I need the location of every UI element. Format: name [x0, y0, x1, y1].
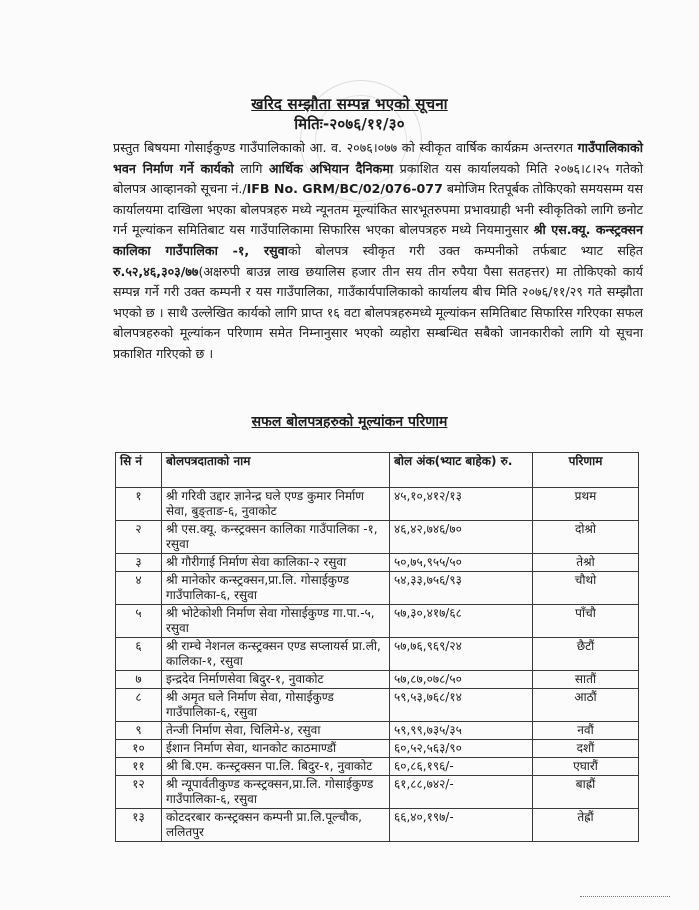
cell-serial: ७ [116, 671, 162, 689]
cell-bidder-name: श्री बि.एम. कन्स्ट्रक्सन पा.लि. बिदुर-१, नुवाकोट [162, 758, 390, 776]
cell-bidder-name: श्री न्यूपार्वतीकुण्ड कन्स्ट्रक्सन,प्रा.लि. गोसाईकुण्ड गाउँपालिका-६, रसुवा [162, 776, 390, 809]
table-row [116, 671, 639, 689]
body-text-3: प्रकाशित यस कार्यालयको मिति २०७६।८।२५ गतेको बोलपत्र आव्हानको सूचना नं./ [113, 160, 643, 197]
cell-result: छैटौं [533, 638, 639, 671]
cell-bid-amount: ४५,१०,४१२/१३ [390, 488, 533, 521]
body-bold-project: गाउँपालिकाको भवन निर्माण गर्ने कार्यको [113, 140, 643, 176]
cell-serial: २ [116, 521, 162, 554]
table-row [116, 758, 639, 776]
cell-bidder-name: श्री राम्चे नेशनल कन्स्ट्रक्सन एण्ड सप्लायर्स प्रा.ली, कालिका-१, रसुवा [162, 638, 390, 671]
notice-title: खरिद सम्झौता सम्पन्न भएको सूचना [251, 95, 448, 113]
cell-bidder-name: श्री गौरीगाई निर्माण सेवा कालिका-२ रसुवा [162, 554, 390, 572]
cell-result: पाँचौ [533, 605, 639, 638]
evaluation-table [115, 452, 639, 842]
cell-bid-amount: ५७,८७,०७८/५० [390, 671, 533, 689]
body-bold-ifb: IFB No. GRM/BC/02/076-077 [246, 181, 443, 197]
body-text-5: को बोलपत्र स्वीकृत गरी उक्त कम्पनीको तर्फबाट भ्याट सहित [287, 242, 643, 258]
cell-result: चौथो [533, 572, 639, 605]
header-serial: सि नं [116, 453, 162, 488]
body-text-4: बमोजिम रितपूर्बक तोकिएको समयसम्म यस कार्यालयमा दाखिला भएका बोलपत्रहरु मध्ये न्यूनतम मूल्यांकित सारभूतरुपमा प्रभावग्राही भनी स्वीकृतिको लागि छनोट गर्न मूल्यांकन समितिबाट यस गाउँपालिकामा सिफारिस भएका बोलपत्रहरु मध्ये नियमानुसार [113, 181, 643, 238]
cell-bidder-name: श्री गरिवी उद्दार ज्ञानेन्द्र घले एण्ड कुमार निर्माण सेवा, बुङ्ताङ-६, नुवाकोट [162, 488, 390, 521]
cell-serial: ५ [116, 605, 162, 638]
cell-bid-amount: ५९,५३,७६८/१४ [390, 689, 533, 722]
cell-serial: ६ [116, 638, 162, 671]
table-row [116, 740, 639, 758]
cell-bid-amount: ४६,४२,७४६/७० [390, 521, 533, 554]
table-row [116, 554, 639, 572]
body-text-1: प्रस्तुत बिषयमा गोसाईकुण्ड गाउँपालिकाको आ. व. २०७६।०७७ को स्वीकृत वार्षिक कार्यक्रम अन्तरगत [113, 140, 578, 155]
body-bold-amount: रु.५२,४६,३०३/७७ [113, 263, 199, 279]
cell-bid-amount: ५४,३३,७५६/९३ [390, 572, 533, 605]
cell-bid-amount: ५७,७६,९६९/२४ [390, 638, 533, 671]
page-edge-mark [580, 896, 670, 899]
cell-bidder-name: श्री एस.क्यू. कन्स्ट्रक्सन कालिका गाउँपालिका -१, रसुवा [162, 521, 390, 554]
cell-result: एघारौं [533, 758, 639, 776]
cell-serial: १० [116, 740, 162, 758]
table-row [116, 521, 639, 554]
body-bold-contractor: श्री एस.क्यू. कन्स्ट्रक्सन कालिका गाउँपालिका -१, रसुवा [113, 222, 643, 258]
cell-bid-amount: ५०,७५,९५५/५० [390, 554, 533, 572]
table-row [116, 809, 639, 842]
cell-result: दशौं [533, 740, 639, 758]
cell-bidder-name: इन्द्रदेव निर्माणसेवा बिदुर-१, नुवाकोट [162, 671, 390, 689]
cell-bidder-name: श्री भोटेकोशी निर्माण सेवा गोसाईकुण्ड गा.पा.-५, रसुवा [162, 605, 390, 638]
cell-bid-amount: ५७,३०,४१७/६८ [390, 605, 533, 638]
table-row [116, 722, 639, 740]
notice-body [113, 138, 643, 365]
cell-result: सातौं [533, 671, 639, 689]
cell-serial: ९ [116, 722, 162, 740]
cell-result: प्रथम [533, 488, 639, 521]
body-bold-newspaper: आर्थिक अभियान दैनिकमा [268, 160, 394, 176]
table-row [116, 638, 639, 671]
cell-bidder-name: तेन्जी निर्माण सेवा, चिलिमे-४, रसुवा [162, 722, 390, 740]
cell-result: तेश्रो [533, 554, 639, 572]
cell-result: दोश्रो [533, 521, 639, 554]
section-heading: सफल बोलपत्रहरुको मूल्यांकन परिणाम [251, 414, 448, 430]
cell-serial: ४ [116, 572, 162, 605]
body-text-2: लागि [233, 160, 269, 176]
cell-result: तेह्रौं [533, 809, 639, 842]
cell-serial: ८ [116, 689, 162, 722]
header-result: परिणाम [533, 453, 639, 488]
table-row [116, 776, 639, 809]
cell-bid-amount: ६०,५२,५६३/९० [390, 740, 533, 758]
notice-date: मितिः-२०७६/११/३० [294, 115, 405, 133]
cell-bidder-name: श्री मानेकोर कन्स्ट्रक्सन,प्रा.लि. गोसाईकुण्ड गाउँपालिका-६, रसुवा [162, 572, 390, 605]
table-row [116, 605, 639, 638]
table-row [116, 488, 639, 521]
cell-serial: १२ [116, 776, 162, 809]
cell-result: बाह्रौं [533, 776, 639, 809]
cell-serial: १३ [116, 809, 162, 842]
header-bidder-name: बोलपत्रदाताको नाम [162, 453, 390, 488]
cell-bid-amount: ५९,९९,७३५/३५ [390, 722, 533, 740]
body-text-6: (अक्षरुपी बाउन्न लाख छयालिस हजार तीन सय तीन रुपैया पैसा सतहत्तर) मा तोकिएको कार्य सम्पन्न गर्ने गरी उक्त कम्पनी र यस गाउँपालिका, गाउँकार्यपालिकाको कार्यालय बीच मिति २०७६/११/२९ गते सम्झौता भएको छ । साथै उल्लेखित कार्यको लागि प्राप्त १६ वटा बोलपत्रहरुमध्ये मूल्यांकन समितिबाट सिफारिस गरिएका सफल बोलपत्रहरुको मूल्यांकन परिणाम समेत निम्नानुसार भएको व्यहोरा सम्बन्धित सबैको जानकारीको लागि यो सूचना प्रकाशित गरिएको छ । [113, 263, 643, 361]
table-header-row [116, 453, 639, 488]
table-row [116, 572, 639, 605]
cell-bidder-name: ईशान निर्माण सेवा, थानकोट काठमाण्डौं [162, 740, 390, 758]
cell-result: आठौं [533, 689, 639, 722]
cell-serial: ११ [116, 758, 162, 776]
cell-result: नवौं [533, 722, 639, 740]
cell-bid-amount: ६०,८६,१९६/- [390, 758, 533, 776]
header-bid-amount: बोल अंक(भ्याट बाहेक) रु. [390, 453, 533, 488]
cell-bid-amount: ६१,८८,७४२/- [390, 776, 533, 809]
cell-bidder-name: श्री अमृत घले निर्माण सेवा, गोसाईकुण्ड गाउँपालिका-६, रसुवा [162, 689, 390, 722]
cell-bid-amount: ६६,४०,१९७/- [390, 809, 533, 842]
cell-bidder-name: कोटदरबार कन्स्ट्रक्सन कम्पनी प्रा.लि.पूल्चौक, ललितपुर [162, 809, 390, 842]
table-row [116, 689, 639, 722]
cell-serial: ३ [116, 554, 162, 572]
cell-serial: १ [116, 488, 162, 521]
